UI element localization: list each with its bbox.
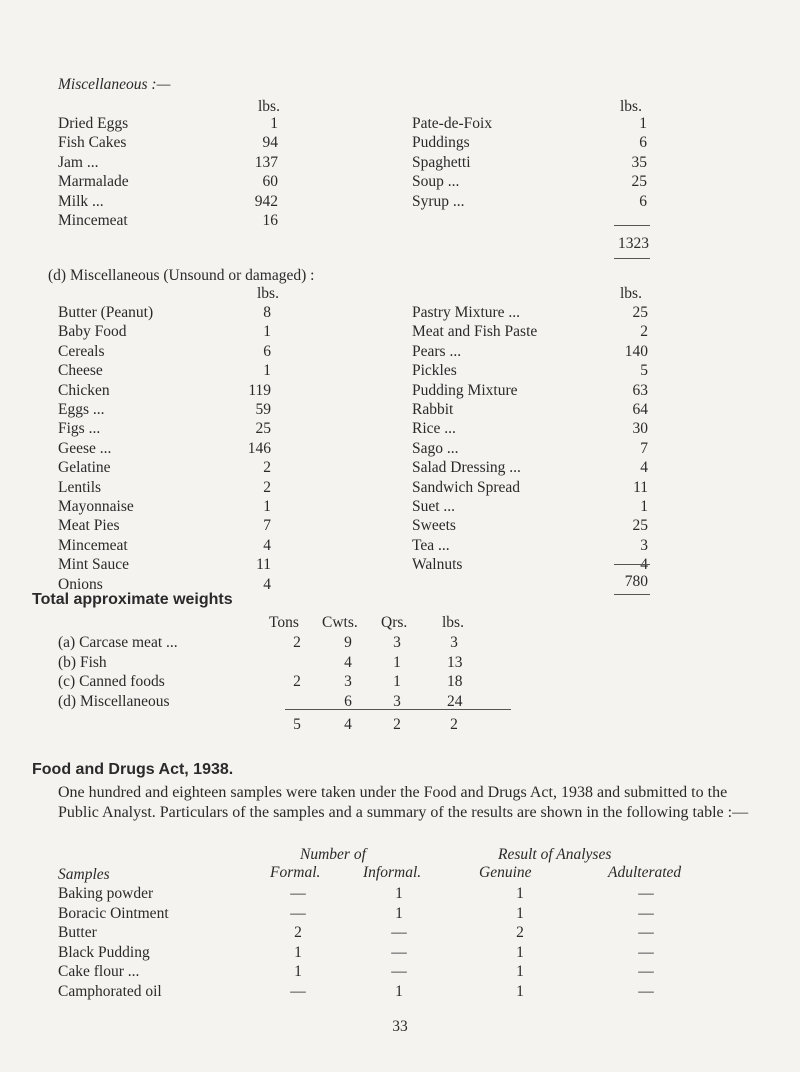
misc-item-name: Pate-de-Foix — [412, 115, 493, 132]
unsound-item-value: 25 — [255, 420, 271, 438]
unsound-item-value: 4 — [263, 575, 271, 593]
totals-row-cwts: 4 — [344, 653, 352, 671]
totals-row-label: (b) Fish — [58, 653, 107, 671]
unsound-item-name: Rabbit — [412, 401, 454, 418]
unsound-left-unit: lbs. — [257, 285, 279, 302]
totals-row-label: (d) Miscellaneous — [58, 692, 170, 710]
unsound-item-name: Baby Food — [58, 323, 127, 341]
fda-heading: Food and Drugs Act, 1938. — [32, 761, 234, 778]
fda-row-genuine: 1 — [516, 943, 524, 961]
unsound-item-name: Meat Pies — [58, 517, 120, 535]
fda-col-adulterated: Adulterated — [608, 864, 682, 881]
totals-sum-rule — [285, 709, 511, 710]
unsound-item-name: Sweets — [412, 517, 456, 535]
fda-paragraph: One hundred and eighteen samples were taken under the Food and Drugs Act, 1938 and submitted to the Public Analyst. Particulars of the samples and a summary of the results are shown in the following table :— — [58, 784, 749, 821]
fda-row-adulterated: — — [638, 885, 654, 902]
unsound-item-value: 2 — [640, 323, 648, 341]
unsound-item-value: 64 — [632, 401, 648, 418]
totals-col-tons: Tons — [269, 614, 299, 631]
unsound-item-value: 1 — [263, 362, 271, 380]
unsound-item-name: Gelatine — [58, 459, 111, 477]
totals-row-qrs: 3 — [393, 634, 401, 651]
misc-total-rule — [614, 225, 650, 226]
fda-row-adulterated: — — [638, 924, 654, 942]
unsound-item-value: 2 — [263, 459, 271, 477]
unsound-item-value: 63 — [632, 381, 648, 399]
totals-sum-cwts: 4 — [344, 716, 352, 733]
fda-row-informal: — — [391, 924, 407, 942]
unsound-item-value: 7 — [263, 517, 271, 535]
totals-row-cwts: 3 — [344, 673, 352, 690]
unsound-heading: (d) Miscellaneous (Unsound or damaged) : — [48, 267, 315, 284]
unsound-item-name: Mint Sauce — [58, 556, 130, 574]
fda-col-informal: Informal. — [363, 864, 422, 881]
unsound-item-value: 1 — [263, 323, 271, 341]
totals-sum-lbs: 2 — [450, 716, 458, 733]
fda-row-adulterated: — — [638, 983, 654, 1000]
misc-item-name: Fish Cakes — [58, 134, 127, 152]
misc-item-value: 6 — [639, 192, 647, 210]
unsound-item-value: 6 — [263, 342, 271, 360]
misc-item-value: 6 — [639, 134, 647, 152]
misc-item-value: 16 — [262, 212, 278, 229]
misc-total-rule-under — [614, 258, 650, 259]
totals-row-cwts: 9 — [344, 634, 352, 651]
totals-row-lbs: 18 — [447, 673, 463, 690]
unsound-item-name: Suet ... — [412, 498, 456, 515]
unsound-item-value: 3 — [640, 536, 648, 554]
unsound-item-name: Cereals — [58, 342, 105, 360]
unsound-item-value: 1 — [640, 498, 648, 515]
fda-row-formal: 1 — [294, 963, 302, 981]
fda-row-informal: — — [391, 943, 407, 961]
unsound-item-name: Onions — [58, 575, 103, 593]
misc-item-value: 94 — [262, 134, 278, 152]
totals-row-lbs: 3 — [450, 634, 458, 651]
totals-row-lbs: 24 — [447, 692, 463, 710]
misc-total: 1323 — [618, 235, 649, 252]
misc-item-name: Mincemeat — [58, 212, 128, 229]
misc-item-name: Puddings — [412, 134, 470, 152]
fda-row-informal: 1 — [395, 885, 403, 902]
unsound-item-value: 11 — [256, 556, 271, 574]
fda-row-genuine: 1 — [516, 904, 524, 922]
fda-row-formal: 1 — [294, 943, 302, 961]
unsound-item-name: Chicken — [58, 381, 110, 399]
fda-row-formal: 2 — [294, 924, 302, 942]
fda-group-result: Result of Analyses — [498, 846, 612, 863]
unsound-item-value: 30 — [632, 420, 648, 438]
unsound-item-name: Lentils — [58, 478, 102, 496]
unsound-item-name: Eggs ... — [58, 401, 105, 418]
unsound-item-value: 4 — [640, 556, 648, 574]
fda-row-informal: 1 — [395, 904, 403, 922]
fda-col-samples: Samples — [58, 866, 110, 883]
unsound-total-rule-under — [614, 594, 650, 595]
totals-row-qrs: 3 — [393, 692, 401, 710]
totals-sum-tons: 5 — [293, 716, 301, 733]
unsound-total-rule — [614, 564, 650, 565]
unsound-item-name: Pastry Mixture ... — [412, 304, 521, 321]
fda-col-formal: Formal. — [270, 864, 321, 881]
unsound-item-name: Pickles — [412, 362, 457, 380]
fda-row-sample: Black Pudding — [58, 943, 150, 961]
misc-right-unit: lbs. — [620, 98, 642, 115]
fda-row-informal: 1 — [395, 983, 403, 1000]
totals-col-cwts: Cwts. — [322, 614, 358, 631]
unsound-item-name: Meat and Fish Paste — [412, 323, 538, 341]
misc-item-value: 60 — [262, 173, 278, 191]
totals-row-cwts: 6 — [344, 692, 352, 710]
fda-row-genuine: 1 — [516, 983, 524, 1000]
unsound-item-name: Salad Dressing ... — [412, 459, 521, 477]
unsound-item-value: 140 — [624, 342, 648, 360]
fda-row-adulterated: — — [638, 963, 654, 981]
misc-item-value: 942 — [254, 192, 278, 210]
totals-row-label: (c) Canned foods — [58, 673, 165, 690]
unsound-item-name: Sandwich Spread — [412, 478, 521, 496]
totals-sum-qrs: 2 — [393, 716, 401, 733]
unsound-item-name: Pears ... — [412, 342, 462, 360]
misc-item-name: Syrup ... — [412, 192, 465, 210]
misc-item-name: Soup ... — [412, 173, 460, 191]
fda-row-adulterated: — — [638, 943, 654, 961]
misc-item-value: 137 — [254, 153, 278, 171]
totals-row-lbs: 13 — [447, 653, 463, 671]
unsound-item-value: 8 — [263, 304, 271, 321]
totals-col-qrs: Qrs. — [381, 614, 408, 631]
unsound-item-name: Sago ... — [412, 439, 459, 457]
unsound-item-name: Mayonnaise — [58, 498, 134, 515]
unsound-item-value: 4 — [263, 536, 271, 554]
totals-row-qrs: 1 — [393, 653, 401, 671]
misc-item-value: 1 — [639, 115, 647, 132]
fda-group-number: Number of — [300, 846, 366, 863]
unsound-item-value: 119 — [248, 381, 271, 399]
unsound-item-name: Rice ... — [412, 420, 456, 438]
misc-heading: Miscellaneous :— — [58, 76, 171, 93]
unsound-item-name: Tea ... — [412, 536, 450, 554]
unsound-item-name: Figs ... — [58, 420, 101, 438]
misc-item-name: Marmalade — [58, 173, 129, 191]
misc-item-value: 35 — [631, 153, 647, 171]
fda-row-informal: — — [391, 963, 407, 981]
unsound-item-value: 11 — [633, 478, 648, 496]
totals-row-label: (a) Carcase meat ... — [58, 634, 178, 651]
unsound-item-name: Mincemeat — [58, 536, 128, 554]
fda-row-formal: — — [290, 885, 306, 902]
fda-col-genuine: Genuine — [479, 864, 532, 881]
fda-row-sample: Butter — [58, 924, 97, 942]
page-number: 33 — [392, 1018, 408, 1035]
totals-row-tons: 2 — [293, 673, 301, 690]
misc-item-value: 1 — [270, 115, 278, 132]
fda-row-adulterated: — — [638, 904, 654, 922]
fda-row-genuine: 1 — [516, 885, 524, 902]
totals-heading: Total approximate weights — [32, 591, 233, 608]
unsound-item-value: 5 — [640, 362, 648, 380]
unsound-item-name: Walnuts — [412, 556, 463, 574]
unsound-item-value: 2 — [263, 478, 271, 496]
fda-row-genuine: 1 — [516, 963, 524, 981]
unsound-item-value: 4 — [640, 459, 648, 477]
fda-row-formal: — — [290, 904, 306, 922]
fda-row-genuine: 2 — [516, 924, 524, 942]
fda-row-sample: Boracic Ointment — [58, 904, 169, 922]
unsound-total: 780 — [624, 573, 648, 590]
fda-row-sample: Cake flour ... — [58, 963, 140, 981]
unsound-item-value: 25 — [632, 517, 648, 535]
totals-row-tons: 2 — [293, 634, 301, 651]
unsound-item-name: Geese ... — [58, 439, 112, 457]
unsound-item-value: 1 — [263, 498, 271, 515]
fda-row-sample: Camphorated oil — [58, 983, 162, 1000]
fda-row-formal: — — [290, 983, 306, 1000]
fda-row-sample: Baking powder — [58, 885, 154, 902]
unsound-right-unit: lbs. — [620, 285, 642, 302]
unsound-item-value: 146 — [247, 439, 271, 457]
misc-item-name: Dried Eggs — [58, 115, 129, 132]
totals-col-lbs: lbs. — [442, 614, 464, 631]
misc-item-name: Jam ... — [58, 153, 99, 171]
misc-item-value: 25 — [631, 173, 647, 191]
misc-left-unit: lbs. — [258, 98, 280, 115]
totals-row-qrs: 1 — [393, 673, 401, 690]
unsound-item-name: Pudding Mixture — [412, 381, 518, 399]
unsound-item-name: Cheese — [58, 362, 103, 380]
unsound-item-value: 25 — [632, 304, 648, 321]
unsound-item-name: Butter (Peanut) — [58, 304, 154, 321]
unsound-item-value: 59 — [255, 401, 271, 418]
misc-item-name: Spaghetti — [412, 153, 471, 171]
misc-item-name: Milk ... — [58, 192, 104, 210]
unsound-item-value: 7 — [640, 439, 648, 457]
